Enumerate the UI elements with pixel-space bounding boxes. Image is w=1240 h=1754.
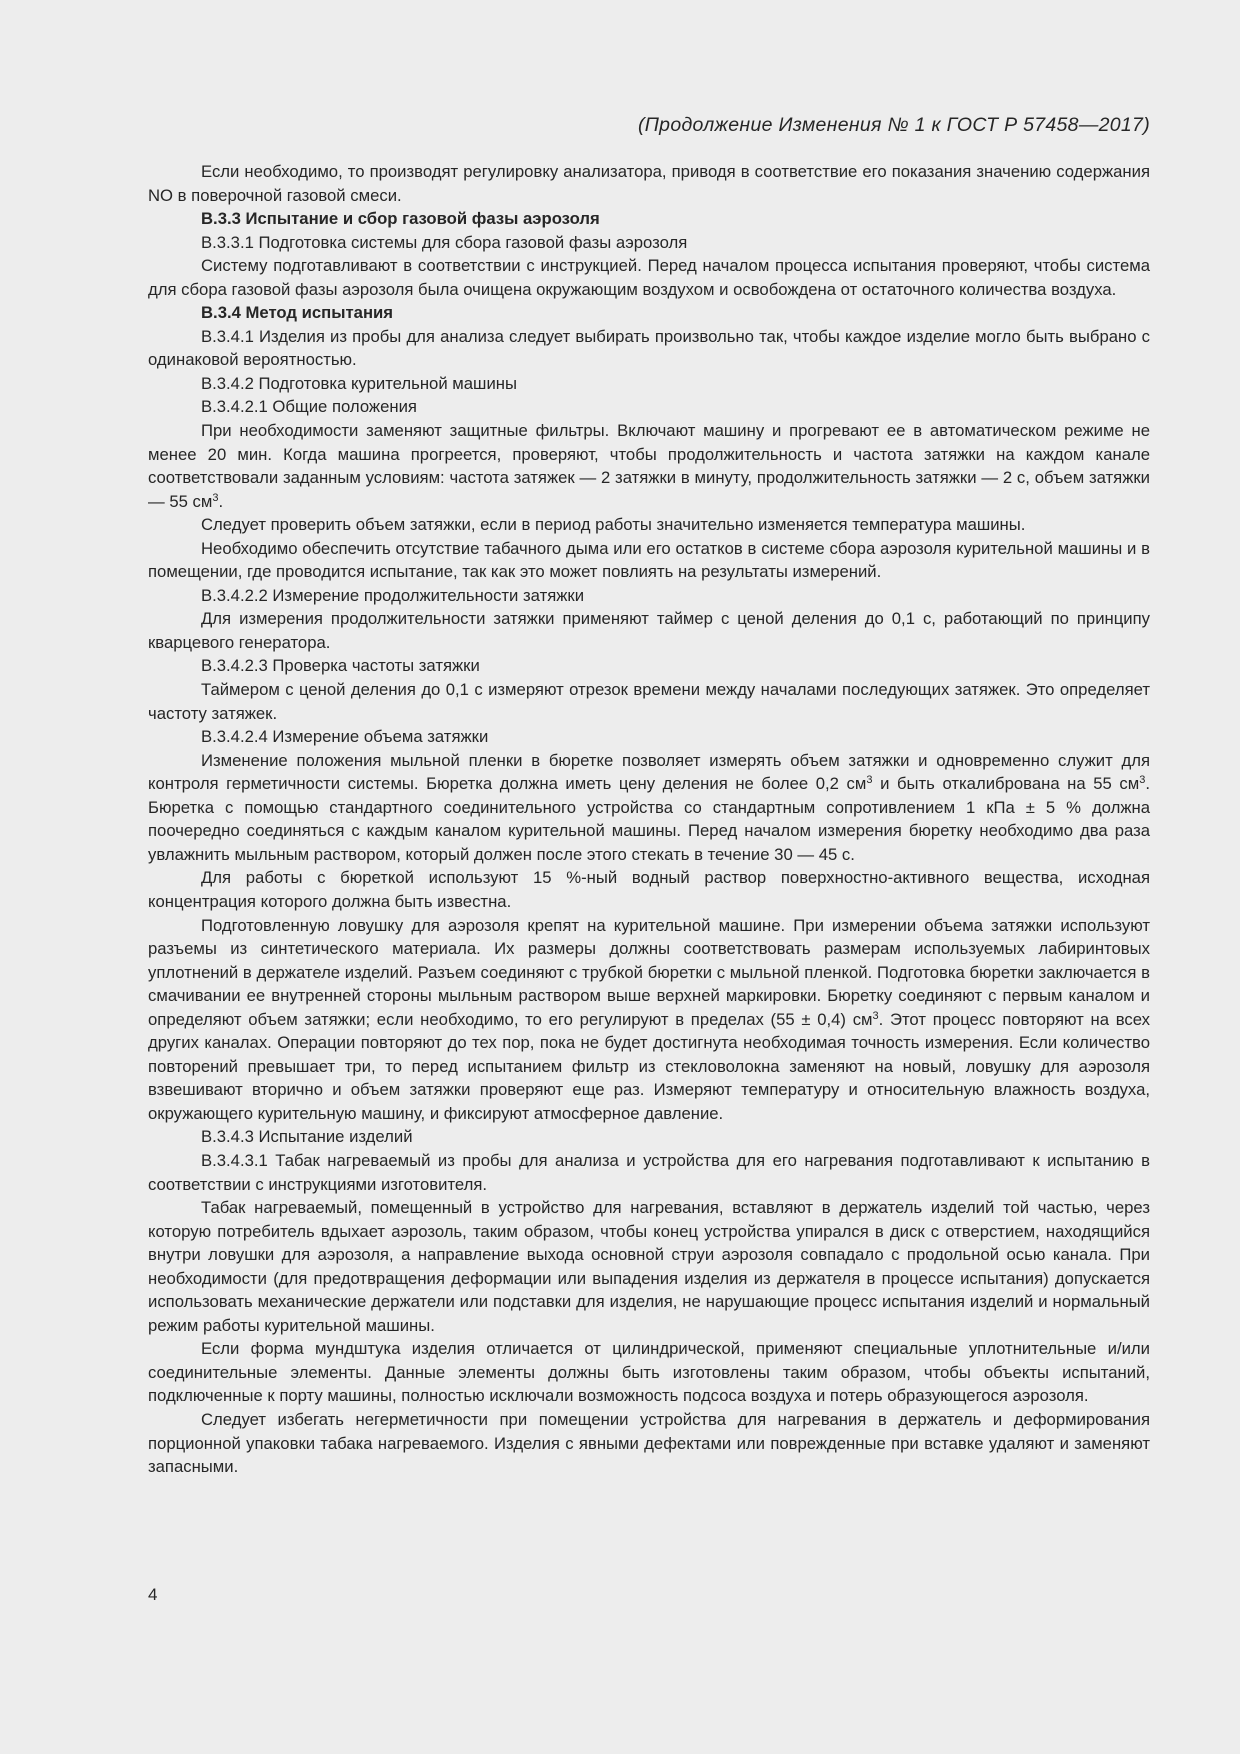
paragraph-text: . <box>218 491 224 511</box>
paragraph-text: В.3.4.2.3 Проверка частоты затяжки <box>201 656 480 676</box>
paragraph <box>148 1149 1150 1196</box>
paragraph <box>148 607 1150 654</box>
section-heading <box>148 301 1150 325</box>
paragraph-text: Следует избегать негерметичности при помещении устройства для нагревания в держатель и деформирования порционной упаковки табака нагреваемого. Изделия с явными дефектами или поврежденные при вставке удаляют и заменяют запасными. <box>148 1409 1150 1477</box>
paragraph <box>148 160 1150 207</box>
paragraph-text: В.3.4.2.2 Измерение продолжительности затяжки <box>201 585 585 605</box>
paragraph-text: Для измерения продолжительности затяжки применяют таймер с ценой деления до 0,1 с, работающий по принципу кварцевого генератора. <box>148 609 1150 652</box>
paragraph <box>148 1196 1150 1337</box>
paragraph-text: В.3.3.1 Подготовка системы для сбора газовой фазы аэрозоля <box>201 232 688 252</box>
paragraph-text: Подготовленную ловушку для аэрозоля крепят на курительной машине. При измерении объема затяжки используют разъемы из синтетического материала. Их размеры должны соответствовать размерам используемых лабиринтовых уплотнений в держателе изделий. Разъем соединяют с трубкой бюретки с мыльной пленкой. Подготовка бюретки заключается в смачивании ее внутренней стороны мыльным раствором выше верхней маркировки. Бюретку соединяют с первым каналом и определяют объем затяжки; если необходимо, то его регулируют в пределах (55 ± 0,4) см <box>148 915 1150 1029</box>
paragraph <box>148 866 1150 913</box>
paragraph-text: В.3.4.2.1 Общие положения <box>201 397 417 417</box>
paragraph <box>148 254 1150 301</box>
paragraph-text: В.3.4 Метод испытания <box>201 303 394 323</box>
paragraph-text: Табак нагреваемый, помещенный в устройство для нагревания, вставляют в держатель изделий той частью, через которую потребитель вдыхает аэрозоль, таким образом, чтобы конец устройства упирался в диск с отверстием, находящийся внутри ловушки для аэрозоля, а направление выхода основной струи аэрозоля совпадало с продольной осью канала. При необходимости (для предотвращения деформации или выпадения изделия из держателя в процессе испытания) допускается использовать механические держатели или подставки для изделия, не нарушающие процесс испытания изделий и нормальный режим работы курительной машины. <box>148 1198 1150 1335</box>
paragraph <box>148 749 1150 867</box>
paragraph <box>148 1125 1150 1149</box>
paragraph <box>148 654 1150 678</box>
section-heading <box>148 207 1150 231</box>
paragraph-text: Для работы с бюреткой используют 15 %-ный водный раствор поверхностно-активного вещества, исходная концентрация которого должна быть известна. <box>148 868 1150 911</box>
paragraph <box>148 1337 1150 1408</box>
paragraph-text: Если форма мундштука изделия отличается от цилиндрической, применяют специальные уплотнительные и/или соединительные элементы. Данные элементы должны быть изготовлены таким образом, чтобы объекты испытаний, подключенные к порту машины, полностью исключали возможность подсоса воздуха и потерь образующегося аэрозоля. <box>148 1339 1150 1406</box>
paragraph-text: В.3.4.2.4 Измерение объема затяжки <box>201 727 489 747</box>
paragraph <box>148 537 1150 584</box>
paragraph-text: В.3.4.1 Изделия из пробы для анализа следует выбирать произвольно так, чтобы каждое изделие могло быть выбрано с одинаковой вероятностью. <box>148 326 1150 370</box>
superscript: 3 <box>212 491 219 504</box>
paragraph-text: Таймером с ценой деления до 0,1 с измеряют отрезок времени между началами последующих затяжек. Это определяет частоту затяжек. <box>148 680 1150 723</box>
paragraph <box>148 584 1150 608</box>
paragraph-text: Если необходимо, то производят регулировку анализатора, приводя в соответствие его показания значению содержания NO в поверочной газовой смеси. <box>148 162 1150 205</box>
document-page <box>148 108 1150 1479</box>
paragraph-text: Следует проверить объем затяжки, если в период работы значительно изменяется температура машины. <box>201 515 1026 535</box>
paragraph <box>148 914 1150 1126</box>
paragraph-text: . Этот процесс повторяют на всех других каналах. Операции повторяют до тех пор, пока не будет достигнута необходимая точность измерения. Если количество повторений превышает три, то перед испытанием фильтр из стекловолокна заменяют на новый, ловушку для аэрозоля взвешивают вторично и объем затяжки проверяют еще раз. Измеряют температуру и относительную влажность воздуха, окружающего курительную машину, и фиксируют атмосферное давление. <box>148 1009 1150 1123</box>
continuation-header: (Продолжение Изменения № 1 к ГОСТ Р 57458—2017) <box>637 114 1150 136</box>
paragraph <box>148 678 1150 725</box>
paragraph <box>148 395 1150 419</box>
paragraph <box>148 513 1150 537</box>
paragraph-text: . Бюретка с помощью стандартного соединительного устройства со стандартным сопротивлением 1 кПа ± 5 % должна поочередно соединяться с каждым каналом курительной машины. Перед началом измерения бюретку необходимо два раза увлажнить мыльным раствором, который должен после этого стекать в течение 30 — 45 с. <box>148 774 1150 864</box>
paragraph <box>148 419 1150 513</box>
paragraph-text: Изменение положения мыльной пленки в бюретке позволяет измерять объем затяжки и одновременно служит для контроля герметичности системы. Бюретка должна иметь цену деления не более 0,2 см <box>148 750 1150 794</box>
paragraph <box>148 325 1150 372</box>
page-number: 4 <box>148 1585 158 1604</box>
paragraph-text: В.3.4.3.1 Табак нагреваемый из пробы для анализа и устройства для его нагревания подготавливают к испытанию в соответствии с инструкциями изготовителя. <box>148 1150 1150 1194</box>
paragraph-text: В.3.4.2 Подготовка курительной машины <box>201 373 517 393</box>
paragraph <box>148 725 1150 749</box>
paragraph-text: В.3.3 Испытание и сбор газовой фазы аэрозоля <box>201 209 600 229</box>
paragraph-text: Систему подготавливают в соответствии с инструкцией. Перед началом процесса испытания проверяют, чтобы система для сбора газовой фазы аэрозоля была очищена окружающим воздухом и освобождена от остаточного количества воздуха. <box>148 256 1150 299</box>
paragraph-text: При необходимости заменяют защитные фильтры. Включают машину и прогревают ее в автоматическом режиме не менее 20 мин. Когда машина прогреется, проверяют, чтобы продолжительность и частота затяжки на каждом канале соответствовали заданным условиям: частота затяжек — 2 затяжки в минуту, продолжительность затяжки — 2 с, объем затяжки — 55 см <box>148 421 1150 511</box>
paragraph-text: и быть откалибрована на 55 см <box>872 774 1140 794</box>
paragraph <box>148 1408 1150 1479</box>
paragraph-text: Необходимо обеспечить отсутствие табачного дыма или его остатков в системе сбора аэрозоля курительной машины и в помещении, где проводится испытание, так как это может повлиять на результаты измерений. <box>148 538 1150 582</box>
paragraph <box>148 372 1150 396</box>
paragraph <box>148 231 1150 255</box>
paragraph-text: В.3.4.3 Испытание изделий <box>201 1127 413 1147</box>
document-body <box>148 160 1150 1479</box>
superscript: 3 <box>872 1009 879 1022</box>
superscript: 3 <box>866 774 873 787</box>
superscript: 3 <box>1139 774 1146 787</box>
